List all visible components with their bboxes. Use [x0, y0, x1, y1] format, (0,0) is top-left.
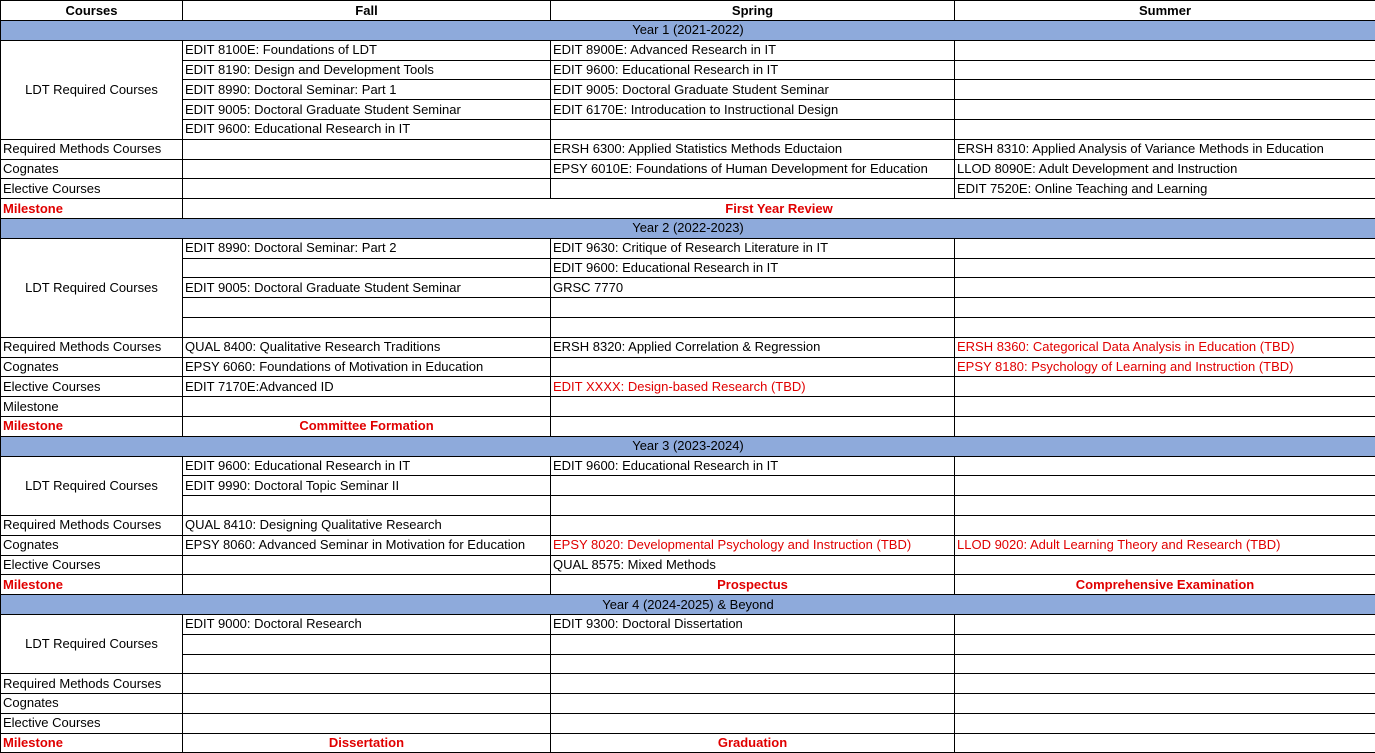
cell[interactable]: [551, 317, 955, 337]
cell[interactable]: EDIT 9600: Educational Research in IT: [551, 60, 955, 80]
row-label-milestone-plain[interactable]: Milestone: [1, 397, 183, 417]
cell[interactable]: EPSY 8180: Psychology of Learning and Instruction (TBD): [955, 357, 1375, 377]
cell[interactable]: [183, 397, 551, 417]
cell[interactable]: ERSH 8360: Categorical Data Analysis in Education (TBD): [955, 337, 1375, 357]
table-row: [1, 674, 1375, 694]
row-label-methods[interactable]: Required Methods Courses: [1, 674, 183, 694]
row-label-milestone[interactable]: Milestone: [1, 199, 183, 219]
table-row: [1, 337, 1375, 357]
cell[interactable]: [551, 694, 955, 714]
cell[interactable]: [955, 40, 1375, 60]
cell[interactable]: EDIT 8100E: Foundations of LDT: [183, 40, 551, 60]
row-label-cognates[interactable]: Cognates: [1, 694, 183, 714]
cell[interactable]: [551, 119, 955, 139]
cell[interactable]: EDIT 8990: Doctoral Seminar: Part 2: [183, 238, 551, 258]
table-row: [1, 496, 1375, 516]
cell[interactable]: EPSY 8020: Developmental Psychology and Instruction (TBD): [551, 535, 955, 555]
milestone-cell[interactable]: Graduation: [551, 733, 955, 753]
cell[interactable]: QUAL 8400: Qualitative Research Traditions: [183, 337, 551, 357]
cell[interactable]: EDIT 6170E: Introducation to Instructional Design: [551, 100, 955, 120]
cell[interactable]: EDIT 9300: Doctoral Dissertation: [551, 614, 955, 634]
cell[interactable]: [551, 357, 955, 377]
cell[interactable]: [551, 416, 955, 436]
milestone-cell[interactable]: Prospectus: [551, 575, 955, 595]
table-row: [1, 40, 1375, 60]
cell[interactable]: ERSH 8310: Applied Analysis of Variance Methods in Education: [955, 139, 1375, 159]
cell[interactable]: [551, 298, 955, 318]
cell[interactable]: [183, 654, 551, 674]
cell[interactable]: [955, 713, 1375, 733]
cell[interactable]: [955, 496, 1375, 516]
cell[interactable]: EPSY 6060: Foundations of Motivation in Education: [183, 357, 551, 377]
table-row: [1, 258, 1375, 278]
cell[interactable]: GRSC 7770: [551, 278, 955, 298]
cell[interactable]: [955, 555, 1375, 575]
cell[interactable]: [955, 515, 1375, 535]
cell[interactable]: [183, 634, 551, 654]
cell[interactable]: ERSH 8320: Applied Correlation & Regression: [551, 337, 955, 357]
row-label-milestone[interactable]: Milestone: [1, 733, 183, 753]
cell[interactable]: EDIT 9005: Doctoral Graduate Student Seminar: [183, 278, 551, 298]
cell[interactable]: EDIT 9600: Educational Research in IT: [551, 456, 955, 476]
table-row: [1, 317, 1375, 337]
table-row: [1, 694, 1375, 714]
row-label-elective[interactable]: Elective Courses: [1, 179, 183, 199]
row-label-methods[interactable]: Required Methods Courses: [1, 337, 183, 357]
cell[interactable]: [955, 416, 1375, 436]
cell[interactable]: [955, 80, 1375, 100]
cell[interactable]: EDIT 8190: Design and Development Tools: [183, 60, 551, 80]
cell[interactable]: [551, 496, 955, 516]
cell[interactable]: [955, 397, 1375, 417]
cell[interactable]: [955, 258, 1375, 278]
row-label-methods[interactable]: Required Methods Courses: [1, 139, 183, 159]
cell[interactable]: [955, 476, 1375, 496]
cell[interactable]: [551, 515, 955, 535]
table-row: [1, 397, 1375, 417]
header-summer[interactable]: Summer: [955, 1, 1375, 21]
cell[interactable]: EDIT 9600: Educational Research in IT: [183, 456, 551, 476]
cell[interactable]: [183, 179, 551, 199]
cell[interactable]: [955, 238, 1375, 258]
row-label-elective[interactable]: Elective Courses: [1, 713, 183, 733]
row-label-milestone[interactable]: Milestone: [1, 575, 183, 595]
cell[interactable]: [551, 634, 955, 654]
cell[interactable]: [183, 674, 551, 694]
table-row: [1, 713, 1375, 733]
year-2-title[interactable]: Year 2 (2022-2023): [1, 218, 1375, 238]
year-row: [1, 436, 1375, 456]
year-row: [1, 218, 1375, 238]
row-label-elective[interactable]: Elective Courses: [1, 555, 183, 575]
row-label-cognates[interactable]: Cognates: [1, 357, 183, 377]
header-row: [1, 1, 1375, 21]
header-spring[interactable]: Spring: [551, 1, 955, 21]
cell[interactable]: EDIT 8990: Doctoral Seminar: Part 1: [183, 80, 551, 100]
table-row: [1, 80, 1375, 100]
cell[interactable]: [955, 733, 1375, 753]
table-row: [1, 159, 1375, 179]
cell[interactable]: [551, 654, 955, 674]
cell[interactable]: [955, 694, 1375, 714]
table-row: [1, 575, 1375, 595]
cell[interactable]: [183, 713, 551, 733]
table-row: [1, 60, 1375, 80]
cell[interactable]: EDIT 9005: Doctoral Graduate Student Seminar: [551, 80, 955, 100]
row-label-milestone[interactable]: Milestone: [1, 416, 183, 436]
cell[interactable]: [955, 674, 1375, 694]
cell[interactable]: [955, 634, 1375, 654]
cell[interactable]: [183, 317, 551, 337]
cell[interactable]: [955, 317, 1375, 337]
milestone-cell[interactable]: Dissertation: [183, 733, 551, 753]
table-row: [1, 555, 1375, 575]
table-row: [1, 139, 1375, 159]
table-row: [1, 456, 1375, 476]
cell[interactable]: ERSH 6300: Applied Statistics Methods Eductaion: [551, 139, 955, 159]
table-row: [1, 298, 1375, 318]
cell[interactable]: EPSY 6010E: Foundations of Human Development for Education: [551, 159, 955, 179]
cell[interactable]: [551, 397, 955, 417]
cell[interactable]: EDIT 9000: Doctoral Research: [183, 614, 551, 634]
cell[interactable]: [955, 100, 1375, 120]
cell[interactable]: [551, 476, 955, 496]
cell[interactable]: EDIT 9600: Educational Research in IT: [183, 119, 551, 139]
table-row: [1, 614, 1375, 634]
cell[interactable]: [183, 496, 551, 516]
cell[interactable]: EDIT XXXX: Design-based Research (TBD): [551, 377, 955, 397]
milestone-cell[interactable]: First Year Review: [183, 199, 1375, 219]
year-1-title[interactable]: Year 1 (2021-2022): [1, 21, 1375, 41]
header-fall[interactable]: Fall: [183, 1, 551, 21]
table-row: [1, 733, 1375, 753]
table-row: [1, 199, 1375, 219]
milestone-cell[interactable]: Comprehensive Examination: [955, 575, 1375, 595]
table-row: [1, 515, 1375, 535]
cell[interactable]: LLOD 9020: Adult Learning Theory and Research (TBD): [955, 535, 1375, 555]
row-label-ldt[interactable]: LDT Required Courses: [1, 456, 183, 515]
row-label-ldt[interactable]: LDT Required Courses: [1, 238, 183, 337]
table-row: [1, 357, 1375, 377]
cell[interactable]: EDIT 7170E:Advanced ID: [183, 377, 551, 397]
table-row: [1, 377, 1375, 397]
row-label-cognates[interactable]: Cognates: [1, 159, 183, 179]
table-row: [1, 654, 1375, 674]
cell[interactable]: EDIT 8900E: Advanced Research in IT: [551, 40, 955, 60]
cell[interactable]: EDIT 9005: Doctoral Graduate Student Seminar: [183, 100, 551, 120]
table-row: [1, 278, 1375, 298]
cell[interactable]: [955, 654, 1375, 674]
table-row: [1, 634, 1375, 654]
table-row: [1, 476, 1375, 496]
cell[interactable]: [551, 674, 955, 694]
cell[interactable]: [183, 159, 551, 179]
cell[interactable]: [955, 377, 1375, 397]
cell[interactable]: EDIT 7520E: Online Teaching and Learning: [955, 179, 1375, 199]
table-row: [1, 100, 1375, 120]
cell[interactable]: EDIT 9630: Critique of Research Literature in IT: [551, 238, 955, 258]
table-row: [1, 179, 1375, 199]
row-label-ldt[interactable]: LDT Required Courses: [1, 614, 183, 673]
cell[interactable]: EPSY 8060: Advanced Seminar in Motivation for Education: [183, 535, 551, 555]
cell[interactable]: [551, 713, 955, 733]
year-3-title[interactable]: Year 3 (2023-2024): [1, 436, 1375, 456]
table-row: [1, 416, 1375, 436]
cell[interactable]: [183, 139, 551, 159]
cell[interactable]: [955, 456, 1375, 476]
cell[interactable]: [183, 555, 551, 575]
cell[interactable]: [955, 298, 1375, 318]
year-row: [1, 595, 1375, 615]
row-label-ldt[interactable]: LDT Required Courses: [1, 40, 183, 139]
cell[interactable]: [955, 119, 1375, 139]
cell[interactable]: QUAL 8575: Mixed Methods: [551, 555, 955, 575]
row-label-cognates[interactable]: Cognates: [1, 535, 183, 555]
table-row: [1, 535, 1375, 555]
row-label-methods[interactable]: Required Methods Courses: [1, 515, 183, 535]
cell[interactable]: [955, 278, 1375, 298]
cell[interactable]: [551, 179, 955, 199]
cell[interactable]: LLOD 8090E: Adult Development and Instruction: [955, 159, 1375, 179]
cell[interactable]: EDIT 9600: Educational Research in IT: [551, 258, 955, 278]
table-row: [1, 238, 1375, 258]
milestone-cell[interactable]: Committee Formation: [183, 416, 551, 436]
year-row: [1, 21, 1375, 41]
cell[interactable]: [183, 575, 551, 595]
year-4-title[interactable]: Year 4 (2024-2025) & Beyond: [1, 595, 1375, 615]
header-courses[interactable]: Courses: [1, 1, 183, 21]
cell[interactable]: EDIT 9990: Doctoral Topic Seminar II: [183, 476, 551, 496]
cell[interactable]: [183, 694, 551, 714]
cell[interactable]: [183, 298, 551, 318]
row-label-elective[interactable]: Elective Courses: [1, 377, 183, 397]
cell[interactable]: QUAL 8410: Designing Qualitative Research: [183, 515, 551, 535]
cell[interactable]: [183, 258, 551, 278]
table-row: [1, 119, 1375, 139]
cell[interactable]: [955, 60, 1375, 80]
cell[interactable]: [955, 614, 1375, 634]
